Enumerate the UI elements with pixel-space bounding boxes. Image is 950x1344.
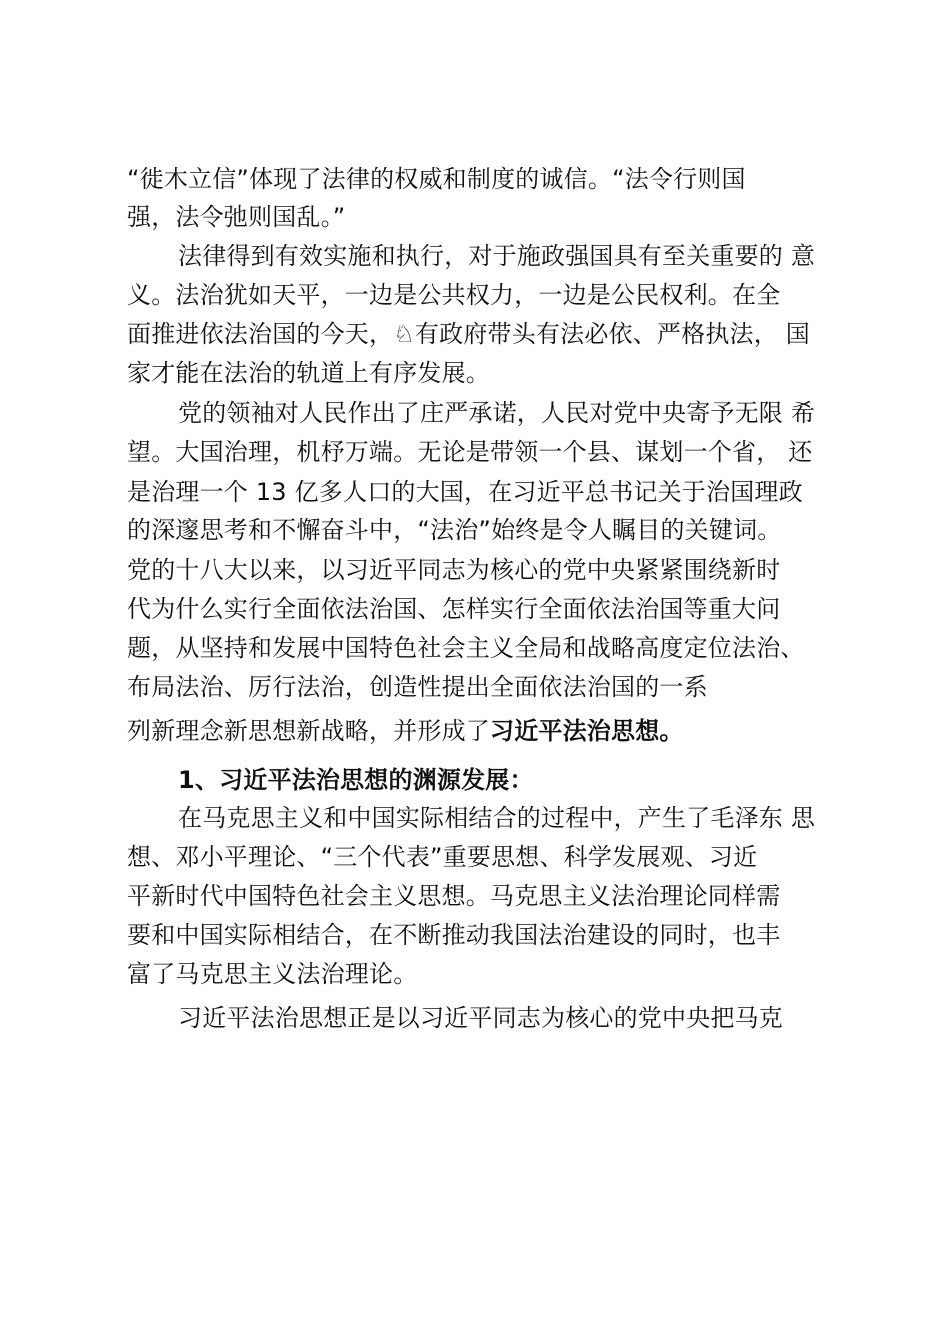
text-line: 法律得到有效实施和执行，对于施政强国具有至关重要的 意	[178, 242, 816, 270]
text-line: 党的领袖对人民作出了庄严承诺，人民对党中央寄予无限 希	[178, 399, 816, 427]
text-line: 家才能在法治的轨道上有序发展。	[127, 359, 490, 387]
text-line: 平新时代中国特色社会主义思想。马克思主义法治理论同样需	[127, 882, 781, 910]
bold-term: 习近平法治思想。	[490, 717, 684, 745]
text-line: 是治理一个 13 亿多人口的大国，在习近平总书记关于治国理政	[127, 478, 803, 506]
text-line: 面推进依法治国的今天，♘有政府带头有法必依、严格执法， 国	[127, 320, 810, 348]
text-line	[127, 715, 684, 747]
text-line: 党的十八大以来，以习近平同志为核心的党中央紧紧围绕新时	[127, 556, 781, 584]
text-line: 望。大国治理，机杼万端。无论是带领一个县、谋划一个省， 还	[127, 438, 813, 466]
text-line: 习近平法治思想正是以习近平同志为核心的党中央把马克	[178, 1004, 783, 1032]
text-line: 的深邃思考和不懈奋斗中，“法治”始终是令人瞩目的关键词。	[127, 516, 782, 544]
text-line: 要和中国实际相结合，在不断推动我国法治建设的同时，也丰	[127, 921, 781, 949]
text-line: 富了马克思主义法治理论。	[127, 960, 418, 988]
text-line: “徙木立信”体现了法律的权威和制度的诚信。“法令行则国	[127, 165, 746, 193]
text-line: 布局法治、厉行法治，创造性提出全面依法治国的一系	[127, 673, 708, 701]
line-text: 列新理念新思想新战略，并形成了	[127, 717, 490, 745]
text-line: 强，法令弛则国乱。”	[127, 203, 346, 231]
text-line: 义。法治犹如天平，一边是公共权力，一边是公民权利。在全	[127, 281, 781, 309]
text-line: 代为什么实行全面依法治国、怎样实行全面依法治国等重大问	[127, 595, 781, 623]
text-line: 题，从坚持和发展中国特色社会主义全局和战略高度定位法治、	[127, 634, 805, 662]
text-line: 想、邓小平理论、“三个代表”重要思想、科学发展观、习近	[127, 843, 758, 871]
text-line: 在马克思主义和中国实际相结合的过程中，产生了毛泽东 思	[178, 804, 816, 832]
section-heading: 1、习近平法治思想的渊源发展：	[178, 766, 534, 794]
